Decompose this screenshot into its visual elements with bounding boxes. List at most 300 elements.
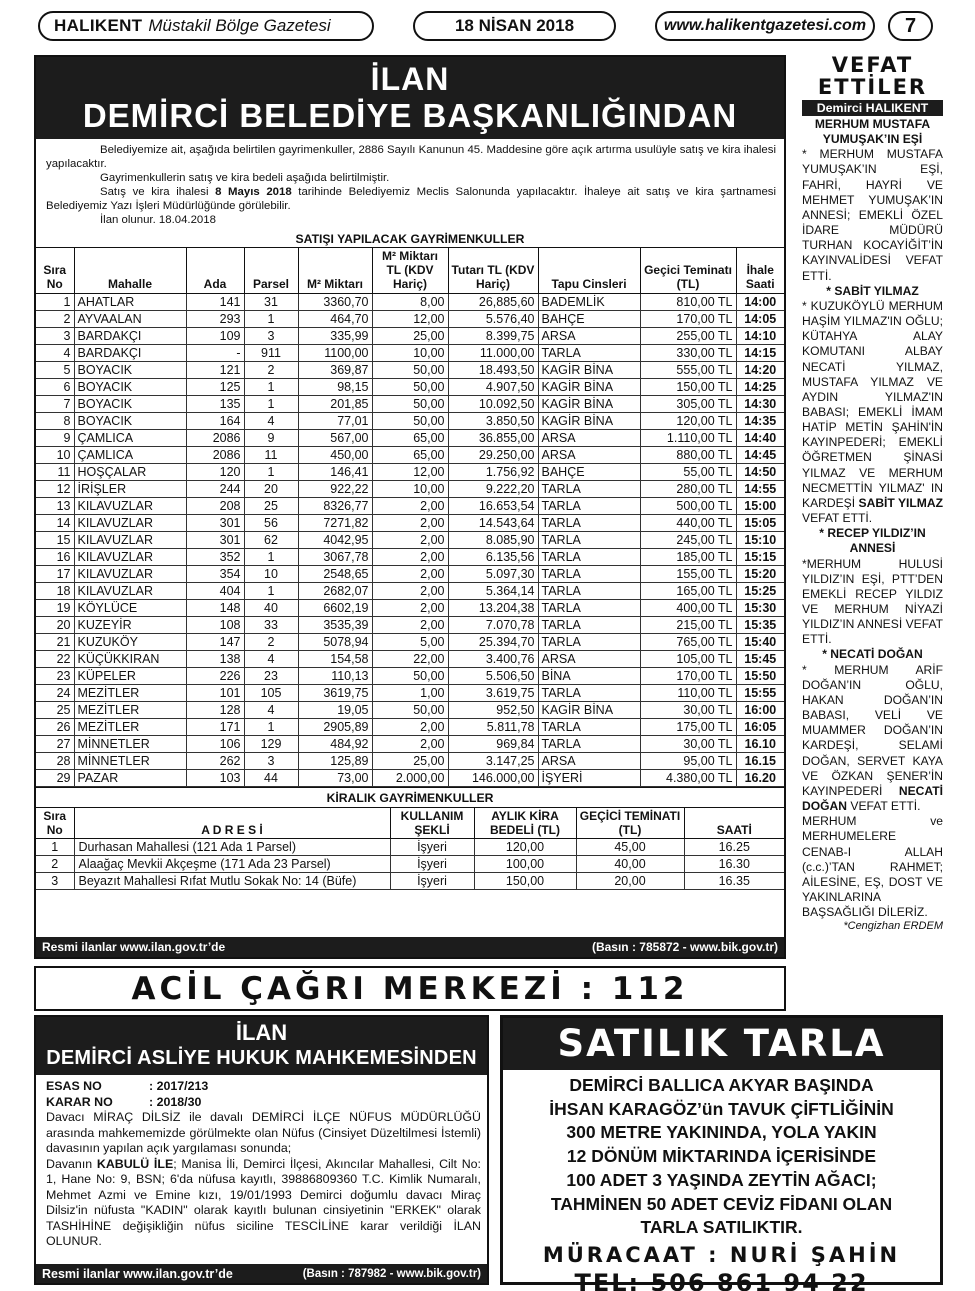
sale-cell: - — [186, 345, 244, 362]
sale-cell: 22,00 — [372, 651, 448, 668]
sale-cell: 15:30 — [736, 600, 784, 617]
sale-row — [36, 430, 784, 447]
sale-row — [36, 447, 784, 464]
sale-cell: 56 — [244, 515, 298, 532]
land-ad-line: TAHMİNEN 50 ADET CEVİZ FİDANI OLAN — [550, 1193, 893, 1214]
sale-cell: 36.855,00 — [448, 430, 538, 447]
rent-section-title: KİRALIK GAYRİMENKULLER — [36, 787, 784, 807]
sale-cell: 15:00 — [736, 498, 784, 515]
paper-name: HALIKENT — [54, 16, 143, 35]
notice-title: İLAN — [370, 61, 450, 97]
sale-cell: 9 — [36, 430, 74, 447]
sale-cell: 2,00 — [372, 515, 448, 532]
rent-cell: İşyeri — [390, 856, 474, 873]
sale-cell: 15:35 — [736, 617, 784, 634]
municipality-notice — [34, 55, 786, 959]
sale-cell: 50,00 — [372, 413, 448, 430]
sale-cell: 7 — [36, 396, 74, 413]
col-no: Sıra No — [36, 248, 74, 294]
sale-cell: 10 — [244, 566, 298, 583]
rent-row — [36, 856, 784, 873]
sale-cell: KILAVUZLAR — [74, 498, 186, 515]
sale-cell: 1 — [244, 583, 298, 600]
sale-cell: 7271,82 — [298, 515, 372, 532]
col-m2: M² Miktarı — [298, 248, 372, 294]
sale-cell: 14:05 — [736, 311, 784, 328]
rent-table — [36, 807, 784, 890]
col-total: Tutarı TL (KDV Hariç) — [448, 248, 538, 294]
sale-cell: 26 — [36, 719, 74, 736]
court-notice-body — [36, 1075, 487, 1250]
sale-cell: 20 — [244, 481, 298, 498]
sale-cell: 73,00 — [298, 770, 372, 787]
sale-cell: 6 — [36, 379, 74, 396]
sale-cell: 3.619,75 — [448, 685, 538, 702]
sale-row — [36, 481, 784, 498]
obituary-title-1: VEFAT — [831, 53, 914, 77]
sale-cell: 148 — [186, 600, 244, 617]
land-ad-line: İHSAN KARAGÖZ’ün TAVUK ÇİFTLİĞİNİN — [549, 1098, 894, 1119]
sale-cell: 8 — [36, 413, 74, 430]
sale-cell: 7.070,78 — [448, 617, 538, 634]
sale-cell: 15:05 — [736, 515, 784, 532]
sale-table — [36, 247, 784, 787]
court-footer-ilan-link[interactable]: Resmi ilanlar www.ilan.gov.tr’de — [42, 1266, 233, 1281]
sale-cell: 3.850,50 — [448, 413, 538, 430]
sale-cell: 3.147,25 — [448, 753, 538, 770]
sale-cell: 105,00 TL — [640, 651, 736, 668]
sale-cell: 14:55 — [736, 481, 784, 498]
sale-cell: 25 — [244, 498, 298, 515]
rent-cell: İşyeri — [390, 839, 474, 856]
sale-cell: 185,00 TL — [640, 549, 736, 566]
sale-cell: 16 — [36, 549, 74, 566]
sale-cell: 110,00 TL — [640, 685, 736, 702]
sale-cell: 8.085,90 — [448, 532, 538, 549]
sale-cell: 5.576,40 — [448, 311, 538, 328]
notice-intro — [36, 139, 784, 227]
col-unit-price: M² Miktarı TL (KDV Hariç) — [372, 248, 448, 294]
sale-cell: 109 — [186, 328, 244, 345]
sale-cell: BİNA — [538, 668, 640, 685]
sale-cell: 2,00 — [372, 498, 448, 515]
obituary-heading-2: * SABİT YILMAZ — [826, 283, 919, 298]
sale-cell: 25,00 — [372, 328, 448, 345]
sale-cell: BARDAKÇI — [74, 345, 186, 362]
sale-cell: 15:10 — [736, 532, 784, 549]
land-ad-line: 300 METRE YAKININDA, YOLA YAKIN — [566, 1122, 877, 1143]
rent-cell: 16.30 — [684, 856, 784, 873]
sale-cell: 171 — [186, 719, 244, 736]
sale-cell: 21 — [36, 634, 74, 651]
intro-paragraph-1: Belediyemize ait, aşağıda belirtilen gayrimenkuller, 2886 Sayılı Kanunun 45. Maddesine göre açık artırma usulüyle satış ve kira ihalesi yapılacaktır. — [46, 144, 776, 170]
sale-cell: KAGİR BİNA — [538, 396, 640, 413]
sale-cell: 464,70 — [298, 311, 372, 328]
sale-cell: ARSA — [538, 328, 640, 345]
footer-ilan-link[interactable]: Resmi ilanlar www.ilan.gov.tr’de — [42, 940, 226, 954]
obituary-heading-4: * NECATİ DOĞAN — [822, 647, 923, 662]
decision-number-value: : 2018/30 — [149, 1094, 202, 1109]
sale-cell: 14:20 — [736, 362, 784, 379]
sale-cell: TARLA — [538, 600, 640, 617]
sale-cell: 125 — [186, 379, 244, 396]
case-number-row — [46, 1079, 481, 1095]
sale-cell: BAHÇE — [538, 464, 640, 481]
notice-issuer: DEMİRCİ BELEDİYE BAŞKANLIĞINDAN — [82, 97, 738, 134]
rent-col-teminat: GEÇİCİ TEMİNATI (TL) — [576, 808, 684, 839]
sale-cell: 16.10 — [736, 736, 784, 753]
sale-cell: TARLA — [538, 685, 640, 702]
sale-cell: KILAVUZLAR — [74, 549, 186, 566]
sale-cell: 12,00 — [372, 464, 448, 481]
sale-cell: MİNNETLER — [74, 753, 186, 770]
rent-cell: 20,00 — [576, 873, 684, 890]
sale-cell: 5.364,14 — [448, 583, 538, 600]
sale-cell: KAGİR BİNA — [538, 702, 640, 719]
col-mahalle: Mahalle — [74, 248, 186, 294]
sale-cell: 1 — [244, 464, 298, 481]
sale-cell: TARLA — [538, 583, 640, 600]
sale-cell: 15:45 — [736, 651, 784, 668]
court-notice-footer — [36, 1264, 487, 1283]
sale-cell: 12,00 — [372, 311, 448, 328]
sale-cell: 29.250,00 — [448, 447, 538, 464]
sale-cell: 170,00 TL — [640, 311, 736, 328]
sale-cell: 13 — [36, 498, 74, 515]
land-for-sale-ad — [500, 1015, 943, 1291]
rent-cell: 16.25 — [684, 839, 784, 856]
sale-cell: 16:00 — [736, 702, 784, 719]
land-ad-contact: MÜRACAAT : NURİ ŞAHİN — [542, 1242, 901, 1267]
sale-cell: 14:25 — [736, 379, 784, 396]
intro-paragraph-2: Gayrimenkullerin satış ve kira bedeli aşağıda belirtilmiştir. — [100, 172, 390, 184]
sale-cell: 208 — [186, 498, 244, 515]
sale-row — [36, 311, 784, 328]
rent-col-saat: SAATİ — [684, 808, 784, 839]
sale-cell: 922,22 — [298, 481, 372, 498]
sale-cell: 4 — [244, 651, 298, 668]
sale-cell: 50,00 — [372, 668, 448, 685]
sale-row — [36, 515, 784, 532]
sale-cell: 30,00 TL — [640, 736, 736, 753]
sale-cell: 129 — [244, 736, 298, 753]
sale-cell: 3067,78 — [298, 549, 372, 566]
decision-number-row — [46, 1095, 481, 1111]
sale-cell: 4042,95 — [298, 532, 372, 549]
sale-cell: 138 — [186, 651, 244, 668]
court-footer-press-code: (Basın : 787982 - www.bik.gov.tr) — [302, 1267, 481, 1280]
sale-row — [36, 583, 784, 600]
sale-cell: 952,50 — [448, 702, 538, 719]
sale-cell: 226 — [186, 668, 244, 685]
sale-cell: 65,00 — [372, 430, 448, 447]
sale-cell: 164 — [186, 413, 244, 430]
sale-cell: KAGİR BİNA — [538, 413, 640, 430]
sale-cell: 2,00 — [372, 617, 448, 634]
sale-cell: KUZEYİR — [74, 617, 186, 634]
sale-cell: 121 — [186, 362, 244, 379]
rent-cell: Beyazıt Mahallesi Rıfat Mutlu Sokak No: 14 (Büfe) — [74, 873, 390, 890]
sale-cell: 108 — [186, 617, 244, 634]
sale-cell: 2682,07 — [298, 583, 372, 600]
sale-row — [36, 464, 784, 481]
sale-cell: 5,00 — [372, 634, 448, 651]
sale-cell: 13.204,38 — [448, 600, 538, 617]
sale-cell: 155,00 TL — [640, 566, 736, 583]
sale-row — [36, 702, 784, 719]
sale-row — [36, 498, 784, 515]
auction-date: 8 Mayıs 2018 — [215, 186, 292, 198]
rent-cell: 1 — [36, 839, 74, 856]
sale-cell: KILAVUZLAR — [74, 515, 186, 532]
sale-cell: BOYACIK — [74, 413, 186, 430]
sale-cell: 5.097,30 — [448, 566, 538, 583]
sale-cell: PAZAR — [74, 770, 186, 787]
sale-cell: 14:40 — [736, 430, 784, 447]
sale-cell: 3 — [244, 328, 298, 345]
sale-cell: 1100,00 — [298, 345, 372, 362]
sale-cell: 95,00 TL — [640, 753, 736, 770]
sale-cell: ARSA — [538, 651, 640, 668]
sale-cell: 2,00 — [372, 566, 448, 583]
sale-cell: 77,01 — [298, 413, 372, 430]
sale-row — [36, 362, 784, 379]
sale-cell: KILAVUZLAR — [74, 583, 186, 600]
sale-cell: 280,00 TL — [640, 481, 736, 498]
sale-cell: 911 — [244, 345, 298, 362]
obituary-heading-1: MERHUM MUSTAFA YUMUŞAK’IN EŞİ — [814, 117, 931, 147]
sale-cell: 484,92 — [298, 736, 372, 753]
rent-col-kullanim: KULLANIM ŞEKLİ — [390, 808, 474, 839]
sale-cell: 6602,19 — [298, 600, 372, 617]
court-notice — [34, 1015, 489, 1285]
sale-cell: 1 — [244, 379, 298, 396]
sale-row — [36, 651, 784, 668]
col-parsel: Parsel — [244, 248, 298, 294]
sale-cell: 14:10 — [736, 328, 784, 345]
sale-cell: 15:15 — [736, 549, 784, 566]
sale-cell: 3360,70 — [298, 294, 372, 311]
sale-cell: 10,00 — [372, 345, 448, 362]
sale-cell: 16.15 — [736, 753, 784, 770]
sale-cell: 2,00 — [372, 549, 448, 566]
sale-cell: 500,00 TL — [640, 498, 736, 515]
sale-cell: 4 — [244, 702, 298, 719]
issue-date: 18 NİSAN 2018 — [413, 11, 616, 41]
sale-cell: 2,00 — [372, 736, 448, 753]
sale-cell: 16.20 — [736, 770, 784, 787]
sale-cell: BOYACIK — [74, 396, 186, 413]
sale-cell: TARLA — [538, 549, 640, 566]
sale-cell: ÇAMLICA — [74, 447, 186, 464]
sale-cell: KILAVUZLAR — [74, 566, 186, 583]
sale-cell: 15:55 — [736, 685, 784, 702]
rent-cell: 150,00 — [474, 873, 576, 890]
land-ad-line: DEMİRCİ BALLICA AKYAR BAŞINDA — [569, 1075, 874, 1095]
sale-cell: 14.543,64 — [448, 515, 538, 532]
sale-cell: TARLA — [538, 515, 640, 532]
sale-cell: 330,00 TL — [640, 345, 736, 362]
sale-cell: 65,00 — [372, 447, 448, 464]
sale-cell: 26,885,60 — [448, 294, 538, 311]
rent-cell: Alaağaç Mevkii Akçeşme (171 Ada 23 Parsel) — [74, 856, 390, 873]
notice-header — [36, 57, 784, 139]
sale-cell: 14 — [36, 515, 74, 532]
sale-cell: 31 — [244, 294, 298, 311]
sale-cell: 450,00 — [298, 447, 372, 464]
sale-cell: 33 — [244, 617, 298, 634]
sale-cell: MEZİTLER — [74, 702, 186, 719]
sale-cell: 2086 — [186, 447, 244, 464]
sale-cell: 555,00 TL — [640, 362, 736, 379]
sale-cell: 3.400,76 — [448, 651, 538, 668]
sale-cell: 335,99 — [298, 328, 372, 345]
rent-cell: 45,00 — [576, 839, 684, 856]
sale-cell: 165,00 TL — [640, 583, 736, 600]
sale-cell: 3 — [244, 753, 298, 770]
obituary-heading-3: * RECEP YILDIZ’IN ANNESİ — [819, 526, 926, 556]
sale-cell: KÖYLÜCE — [74, 600, 186, 617]
sale-cell: 110,13 — [298, 668, 372, 685]
sale-cell: 352 — [186, 549, 244, 566]
sale-cell: MEZİTLER — [74, 719, 186, 736]
sale-cell: MİNNETLER — [74, 736, 186, 753]
emergency-banner: ACİL ÇAĞRI MERKEZİ : 112 — [34, 966, 786, 1011]
sale-cell: 14:30 — [736, 396, 784, 413]
sale-cell: AHATLAR — [74, 294, 186, 311]
sale-cell: 24 — [36, 685, 74, 702]
sale-cell: 3535,39 — [298, 617, 372, 634]
sale-cell: 201,85 — [298, 396, 372, 413]
case-number-value: : 2017/213 — [149, 1079, 209, 1093]
sale-cell: 16.653,54 — [448, 498, 538, 515]
rent-cell: 120,00 — [474, 839, 576, 856]
sale-cell: 2,00 — [372, 532, 448, 549]
rent-col-bedel: AYLIK KİRA BEDELİ (TL) — [474, 808, 576, 839]
land-ad-phone: TEL: 506 861 94 22 — [574, 1268, 869, 1291]
notice-footer — [36, 937, 784, 957]
sale-cell: 3 — [36, 328, 74, 345]
sale-cell: KÜPELER — [74, 668, 186, 685]
land-ad-title: SATILIK TARLA — [503, 1018, 940, 1070]
sale-cell: ARSA — [538, 430, 640, 447]
sale-row — [36, 668, 784, 685]
sale-cell: 810,00 TL — [640, 294, 736, 311]
sale-cell: 135 — [186, 396, 244, 413]
sale-cell: 50,00 — [372, 379, 448, 396]
sale-cell: AYVAALAN — [74, 311, 186, 328]
sale-cell: MEZİTLER — [74, 685, 186, 702]
court-notice-header — [36, 1017, 487, 1075]
sale-row — [36, 634, 784, 651]
sale-cell: 25 — [36, 702, 74, 719]
court-notice-title: İLAN — [235, 1020, 288, 1045]
sale-cell: BOYACIK — [74, 362, 186, 379]
sale-cell: 30,00 TL — [640, 702, 736, 719]
sale-cell: 354 — [186, 566, 244, 583]
intro-paragraph-3: Satış ve kira ihalesi 8 Mayıs 2018 tarihinde Belediyemiz Meclis Salonunda yapılacaktır. İhaleye ait satış ve kira şartnamesi Belediyemiz Yazı İşleri Müdürlüğünde görülebilir. — [46, 186, 776, 212]
col-tapu: Tapu Cinsleri — [538, 248, 640, 294]
sale-cell: 2.000,00 — [372, 770, 448, 787]
sale-cell: 301 — [186, 515, 244, 532]
sale-cell: 5 — [36, 362, 74, 379]
sale-row — [36, 396, 784, 413]
sale-cell: 2 — [36, 311, 74, 328]
sale-cell: 146.000,00 — [448, 770, 538, 787]
sale-cell: 105 — [244, 685, 298, 702]
sale-cell: 1 — [244, 311, 298, 328]
sale-cell: 18 — [36, 583, 74, 600]
sale-row — [36, 736, 784, 753]
paper-subtitle: Müstakil Bölge Gazetesi — [148, 16, 331, 35]
sale-cell: KÜÇÜKKIRAN — [74, 651, 186, 668]
rent-col-no: Sıra No — [36, 808, 74, 839]
sale-cell: 15 — [36, 532, 74, 549]
sale-cell: 5.811,78 — [448, 719, 538, 736]
sale-row — [36, 345, 784, 362]
land-ad-body — [503, 1070, 940, 1240]
sale-row — [36, 532, 784, 549]
sale-cell: 4 — [244, 413, 298, 430]
sale-row — [36, 549, 784, 566]
land-ad-line: 12 DÖNÜM MİKTARINDA İÇERİSİNDE — [566, 1146, 877, 1167]
sale-cell: 262 — [186, 753, 244, 770]
sale-cell: 101 — [186, 685, 244, 702]
sale-cell: 50,00 — [372, 396, 448, 413]
obituary-column — [802, 54, 943, 932]
sale-row — [36, 379, 784, 396]
sale-cell: 20 — [36, 617, 74, 634]
sale-cell: 1,00 — [372, 685, 448, 702]
sale-cell: 14:50 — [736, 464, 784, 481]
sale-cell: 22 — [36, 651, 74, 668]
sale-cell: 2086 — [186, 430, 244, 447]
sale-cell: 2,00 — [372, 583, 448, 600]
sale-cell: 255,00 TL — [640, 328, 736, 345]
sale-cell: 10.092,50 — [448, 396, 538, 413]
rent-row — [36, 839, 784, 856]
sale-cell: 14:00 — [736, 294, 784, 311]
website-link[interactable]: www.halikentgazetesi.com — [655, 11, 875, 41]
sale-cell: 3619,75 — [298, 685, 372, 702]
obituary-body — [802, 117, 943, 920]
sale-cell: 245,00 TL — [640, 532, 736, 549]
sale-cell: 880,00 TL — [640, 447, 736, 464]
sale-cell: ARSA — [538, 753, 640, 770]
sale-cell: 175,00 TL — [640, 719, 736, 736]
sale-cell: 2,00 — [372, 600, 448, 617]
sale-cell: 16:05 — [736, 719, 784, 736]
sale-cell: KAGİR BİNA — [538, 379, 640, 396]
sale-cell: 11 — [244, 447, 298, 464]
obituary-signature: *Cengizhan ERDEM — [843, 920, 943, 933]
sale-cell: 55,00 TL — [640, 464, 736, 481]
sale-cell: 23 — [244, 668, 298, 685]
sale-cell: 128 — [186, 702, 244, 719]
rent-col-adres: A D R E S İ — [74, 808, 390, 839]
sale-cell: 1 — [244, 396, 298, 413]
sale-cell: TARLA — [538, 481, 640, 498]
sale-cell: 305,00 TL — [640, 396, 736, 413]
sale-cell: 125,89 — [298, 753, 372, 770]
sale-cell: 19 — [36, 600, 74, 617]
sale-cell: BADEMLİK — [538, 294, 640, 311]
sale-cell: 244 — [186, 481, 244, 498]
sale-row — [36, 413, 784, 430]
case-number-label: ESAS NO — [46, 1079, 102, 1093]
sale-cell: 17 — [36, 566, 74, 583]
sale-cell: TARLA — [538, 617, 640, 634]
